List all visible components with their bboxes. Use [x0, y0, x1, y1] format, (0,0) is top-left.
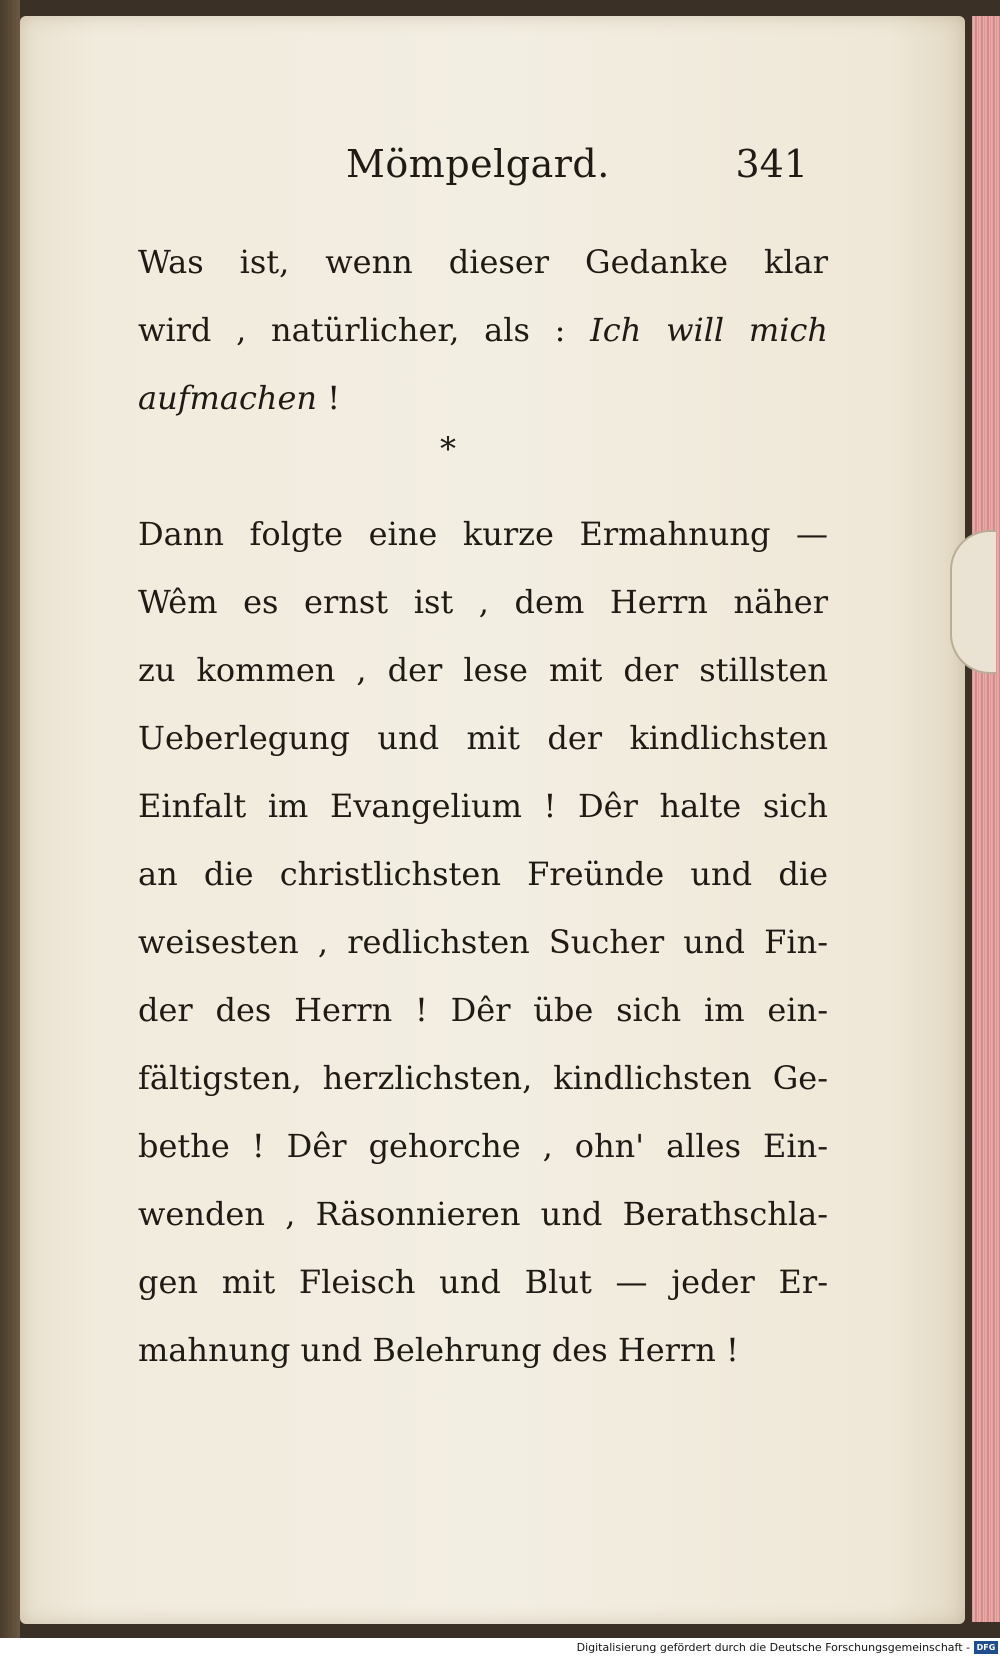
paragraph-line: bethe ! Dêr gehorche , ohn' alles Ein- [138, 1127, 828, 1165]
running-title: Mömpelgard. [346, 142, 610, 186]
paragraph-line: fältigsten, herzlichsten, kindlichsten Ge- [138, 1059, 828, 1097]
page-edge [972, 16, 1000, 1622]
page-text [138, 228, 828, 1384]
italic-quote: aufmachen [138, 379, 318, 417]
book-binding [0, 0, 20, 1656]
paragraph-line: an die christlichsten Freünde und die [138, 855, 828, 893]
paragraph-line: mahnung und Belehrung des Herrn ! [138, 1331, 739, 1369]
paragraph-line: Wêm es ernst ist , dem Herrn näher [138, 583, 828, 621]
digitization-credit: Digitalisierung gefördert durch die Deutsche Forschungsgemeinschaft - [576, 1641, 970, 1654]
text-line [138, 296, 828, 364]
text-segment: ! [317, 379, 341, 417]
paragraph-line: Einfalt im Evangelium ! Dêr halte sich [138, 787, 828, 825]
paragraph-line: wenden , Räsonnieren und Berathschla- [138, 1195, 828, 1233]
paragraph-line: Dann folgte eine kurze Ermahnung — [138, 515, 828, 553]
paragraph-line: Ueberlegung und mit der kindlichsten [138, 719, 828, 757]
dfg-logo-icon: DFG [974, 1641, 998, 1654]
footer-strip [0, 1638, 1000, 1656]
paragraph-line: zu kommen , der lese mit der stillsten [138, 651, 828, 689]
text-line: Was ist, wenn dieser Gedanke klar [138, 243, 828, 281]
page-tab [950, 530, 996, 674]
page-header [140, 142, 820, 202]
page-number: 341 [735, 142, 808, 186]
section-ornament: * [440, 430, 456, 468]
text-line [138, 364, 828, 432]
paragraph-line: der des Herrn ! Dêr übe sich im ein- [138, 991, 828, 1029]
text-segment: wird , natürlicher, als : [138, 311, 566, 349]
italic-quote: Ich will mich [590, 311, 829, 349]
paragraph-line: gen mit Fleisch und Blut — jeder Er- [138, 1263, 828, 1301]
ornament-spacer [138, 432, 828, 500]
paragraph-line: weisesten , redlichsten Sucher und Fin- [138, 923, 828, 961]
